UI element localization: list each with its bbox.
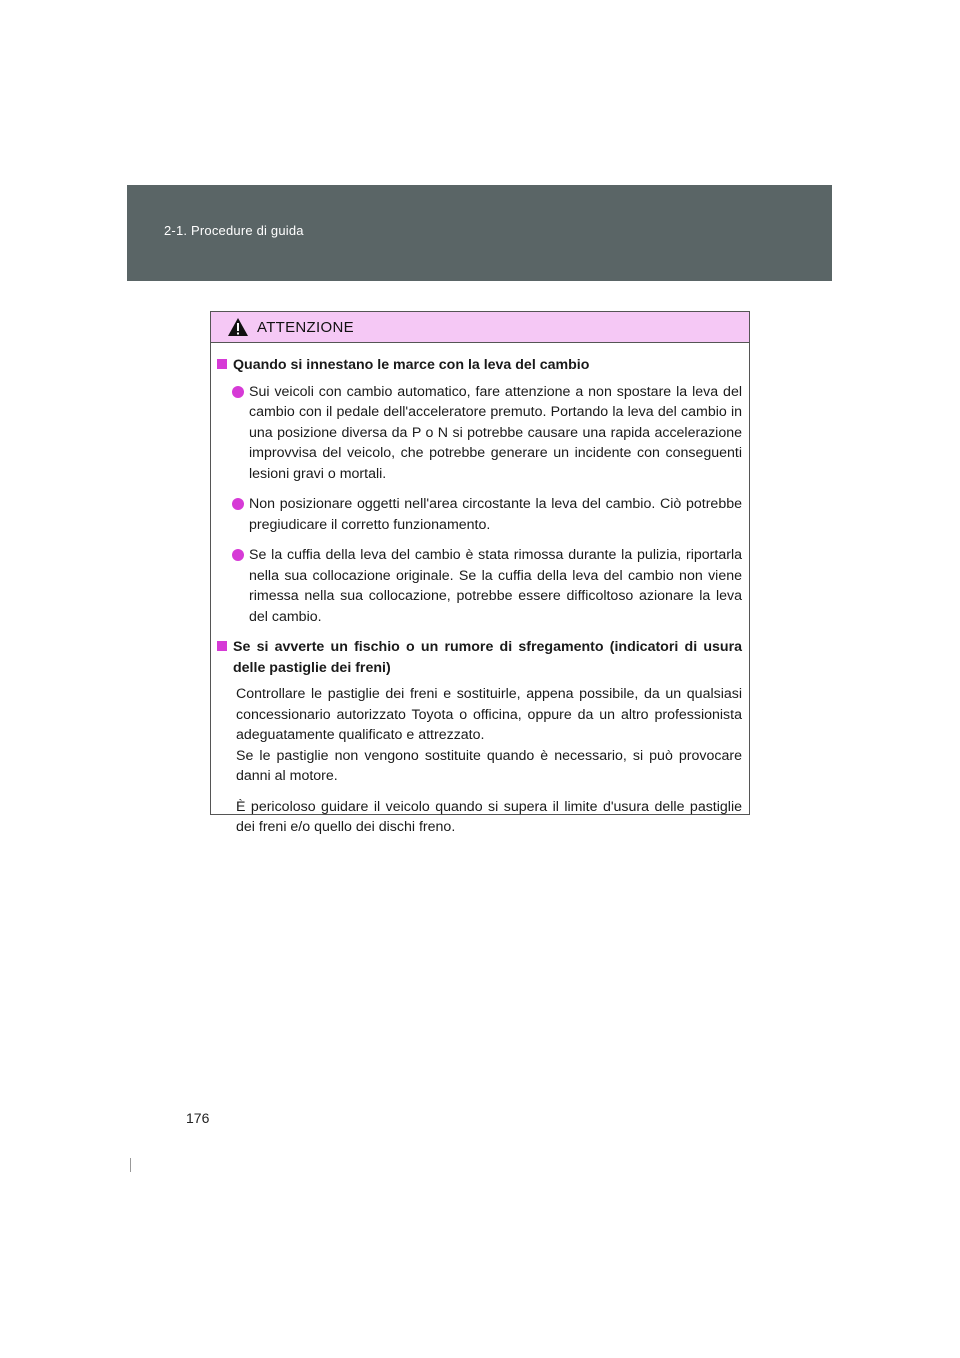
warning-triangle-icon — [227, 317, 249, 337]
list-item-text: Non posizionare oggetti nell'area circostante la leva del cambio. Ciò potrebbe pregiudicare il corretto funzionamento. — [249, 496, 742, 533]
list-item — [232, 382, 742, 485]
list-item — [232, 545, 742, 627]
section-heading-text: Se si avverte un fischio o un rumore di sfregamento (indicatori di usura delle pastiglie dei freni) — [233, 639, 742, 676]
paragraph-text: Controllare le pastiglie dei freni e sostituirle, appena possibile, da un qualsiasi concessionario autorizzato Toyota o officina, oppure da un altro professionista adeguatamente qualificato e attrezzato. — [236, 686, 742, 743]
page-header — [127, 185, 832, 281]
section-title: 2-1. Procedure di guida — [164, 223, 304, 238]
list-item-text: Se la cuffia della leva del cambio è stata rimossa durante la pulizia, riportarla nella sua collocazione originale. Se la cuffia della leva del cambio non viene rimessa nella sua collocazione, potrebbe essere difficoltoso azionare la leva del cambio. — [249, 547, 742, 625]
paragraph-text: Se le pastiglie non vengono sostituite quando è necessario, si può provocare danni al motore. — [236, 747, 742, 784]
square-bullet-icon — [217, 359, 227, 369]
paragraph — [236, 684, 742, 787]
section-heading — [217, 355, 742, 376]
section-heading — [217, 637, 742, 678]
page-number: 176 — [186, 1110, 210, 1126]
warning-title: ATTENZIONE — [257, 318, 354, 336]
warning-body — [211, 343, 749, 838]
warning-header — [211, 312, 749, 343]
margin-rule — [130, 1158, 131, 1172]
paragraph-text: È pericoloso guidare il veicolo quando si supera il limite d'usura delle pastiglie dei freni e/o quello dei dischi freno. — [236, 798, 742, 835]
list-item-text: Sui veicoli con cambio automatico, fare attenzione a non spostare la leva del cambio con il pedale dell'acceleratore premuto. Portando la leva del cambio in una posizione diversa da P o N si potrebbe causare una rapida accelerazione improvvisa del veicolo, che potrebbe generare un incidente con conseguenti lesioni gravi o mortali. — [249, 383, 742, 482]
paragraph — [236, 797, 742, 838]
bullet-dot-icon — [232, 498, 244, 510]
bullet-dot-icon — [232, 549, 244, 561]
list-item — [232, 494, 742, 535]
square-bullet-icon — [217, 641, 227, 651]
section-heading-text: Quando si innestano le marce con la leva del cambio — [233, 357, 590, 373]
warning-box — [210, 311, 750, 835]
bullet-dot-icon — [232, 386, 244, 398]
